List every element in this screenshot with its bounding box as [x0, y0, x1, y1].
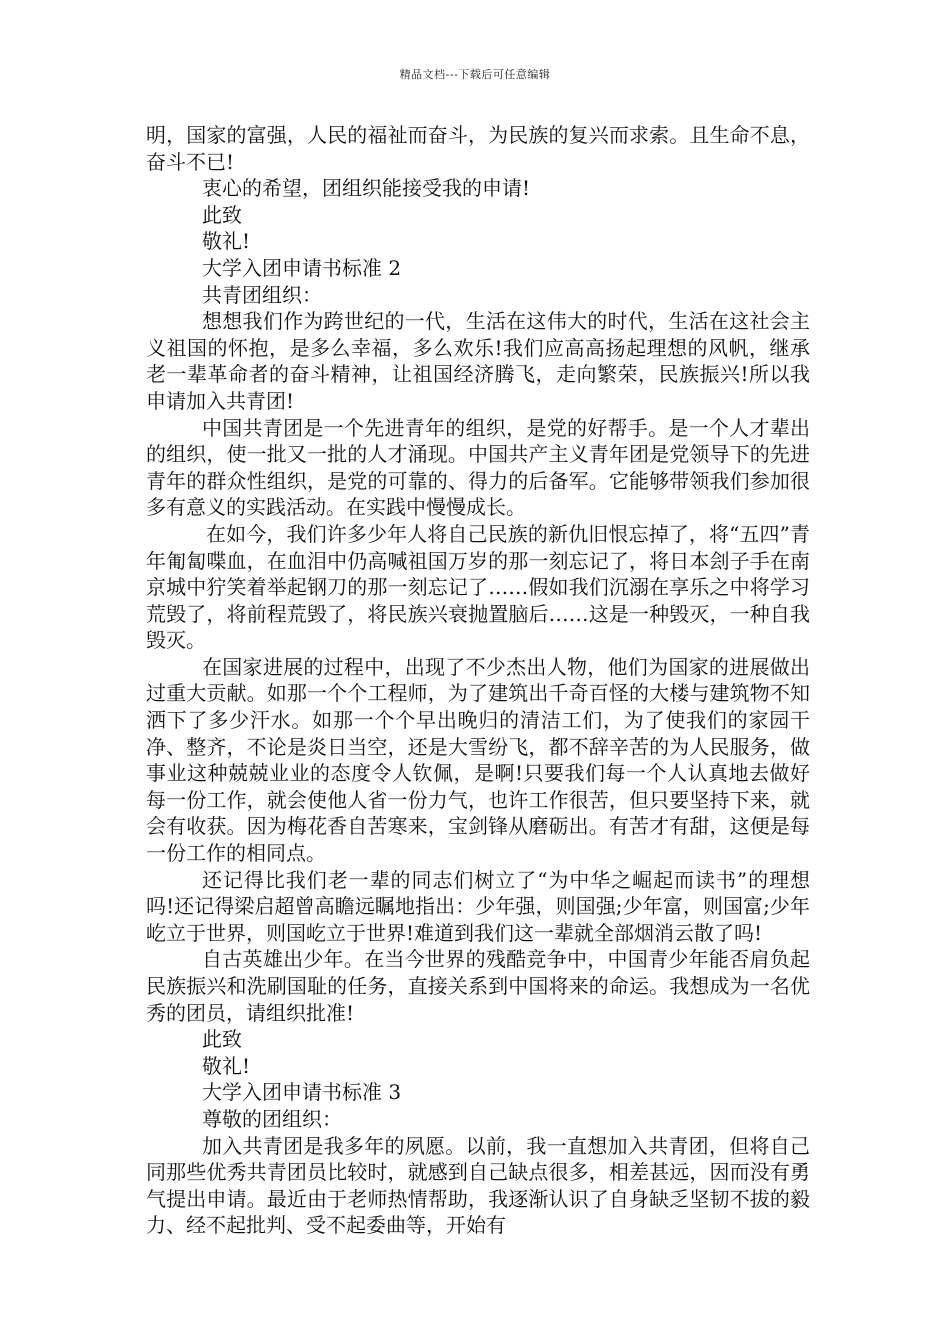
closing-salute: 敬礼!	[202, 229, 251, 254]
paragraph-body: 在如今，我们许多少年人将自己民族的新仇旧恨忘掉了，将“五四”青年匍匐喋血，在血泪中仍高喊祖国万岁的那一刻忘记了，将日本刽子手在南京城中狞笑着举起钢刀的那一刻忘记了……假如我们沉溺在享乐之中将学习荒毁了，将前程荒毁了，将民族兴衰抛置脑后……这是一种毁灭，一种自我毁灭。	[146, 521, 810, 653]
closing-greeting: 此致	[202, 202, 242, 227]
paragraph-body: 还记得比我们老一辈的同志们树立了“为中华之崛起而读书”的理想吗!还记得梁启超曾高瞻远瞩地指出：少年强，则国强;少年富，则国富;少年屹立于世界，则国屹立于世界!难道到我们这一辈就全部烟消云散了吗!	[146, 867, 810, 945]
paragraph-continuation: 明，国家的富强，人民的福祉而奋斗，为民族的复兴而求索。且生命不息，奋斗不已!	[146, 123, 810, 174]
paragraph-body: 自古英雄出少年。在当今世界的残酷竞争中，中国青少年能否肩负起民族振兴和洗刷国耻的任务，直接关系到中国将来的命运。我想成为一名优秀的团员，请组织批准!	[146, 947, 810, 1025]
closing-salute: 敬礼!	[202, 1053, 251, 1078]
paragraph-body: 加入共青团是我多年的夙愿。以前，我一直想加入共青团，但将自己同那些优秀共青团员比较时，就感到自己缺点很多，相差甚远，因而没有勇气提出申请。最近由于老师热情帮助，我逐渐认识了自身缺乏坚韧不拔的毅力、经不起批判、受不起委曲等，开始有	[146, 1133, 810, 1238]
paragraph-body: 想想我们作为跨世纪的一代，生活在这伟大的时代，生活在这社会主义祖国的怀抱，是多么幸福，多么欢乐!我们应高高扬起理想的风帆，继承老一辈革命者的奋斗精神，让祖国经济腾飞，走向繁荣，民族振兴!所以我申请加入共青团!	[146, 309, 810, 413]
paragraph-body: 在国家进展的过程中，出现了不少杰出人物，他们为国家的进展做出过重大贡献。如那一个个工程师，为了建筑出千奇百怪的大楼与建筑物不知洒下了多少汗水。如那一个个早出晚归的清洁工们，为了使我们的家园干净、整齐，不论是炎日当空，还是大雪纷飞，都不辞辛苦的为人民服务，做事业这种兢兢业业的态度令人钦佩，是啊!只要我们每一个人认真地去做好每一份工作，就会使他人省一份力气，也许工作很苦，但只要坚持下来，就会有收获。因为梅花香自苦寒来，宝剑锋从磨砺出。有苦才有甜，这便是每一份工作的相同点。	[146, 654, 810, 866]
paragraph-hope: 衷心的希望，团组织能接受我的申请!	[202, 176, 531, 201]
paragraph-body: 中国共青团是一个先进青年的组织，是党的好帮手。是一个人才辈出的组织，使一批又一批的人才涌现。中国共产主义青年团是党领导下的先进青年的群众性组织，是党的可靠的、得力的后备军。它能够带领我们参加很多有意义的实践活动。在实践中慢慢成长。	[146, 415, 810, 520]
closing-greeting: 此致	[202, 1027, 242, 1052]
section-title: 大学入团申请书标准 2	[202, 255, 402, 280]
section-title: 大学入团申请书标准 3	[202, 1080, 402, 1105]
salutation: 共青团组织：	[202, 282, 322, 307]
salutation: 尊敬的团组织：	[202, 1106, 342, 1131]
page-header: 精品文档---下载后可任意编辑	[399, 68, 551, 81]
document-body	[146, 122, 810, 1239]
